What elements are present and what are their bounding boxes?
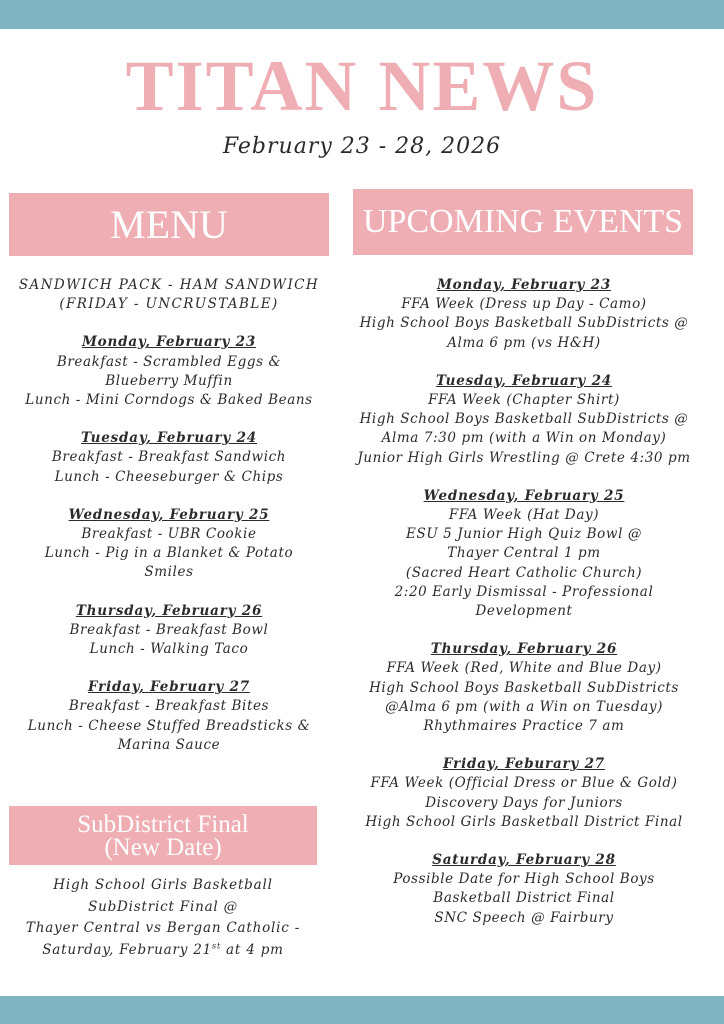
menu-line: Lunch - Walking Taco <box>89 641 249 658</box>
event-line: ESU 5 Junior High Quiz Bowl @ <box>406 526 642 543</box>
menu-line: Smiles <box>144 564 194 581</box>
menu-line: Breakfast - Breakfast Sandwich <box>51 449 287 466</box>
top-color-band <box>0 0 724 29</box>
event-line: FFA Week (Red, White and Blue Day) <box>386 660 662 677</box>
event-line: FFA Week (Hat Day) <box>448 507 600 524</box>
menu-line: Lunch - Mini Corndogs & Baked Beans <box>25 392 313 409</box>
subdistrict-date: Saturday, February 21 <box>42 941 213 958</box>
event-line: (Sacred Heart Catholic Church) <box>405 564 643 581</box>
menu-day <box>0 506 338 583</box>
event-line: Possible Date for High School Boys <box>393 871 655 888</box>
event-day <box>350 487 698 621</box>
event-line: High School Boys Basketball SubDistricts @ <box>359 315 689 332</box>
subdistrict-line: Thayer Central vs Bergan Catholic - <box>25 920 301 936</box>
event-day-heading: Thursday, February 26 <box>430 641 618 658</box>
event-day-heading: Tuesday, February 24 <box>436 372 612 389</box>
subdistrict-line: High School Girls Basketball <box>53 877 273 893</box>
menu-day-heading: Friday, February 27 <box>88 679 250 696</box>
event-line: Discovery Days for Juniors <box>425 794 623 811</box>
menu-column <box>0 276 338 774</box>
event-line: FFA Week (Dress up Day - Camo) <box>401 296 647 313</box>
event-line: SNC Speech @ Fairbury <box>434 909 614 926</box>
event-day-heading: Friday, Feburary 27 <box>443 756 605 773</box>
menu-line: Breakfast - Scrambled Eggs & <box>56 353 282 370</box>
event-line: 2:20 Early Dismissal - Professional <box>394 583 654 600</box>
subdistrict-heading-line: (New Date) <box>104 833 222 861</box>
subdistrict-details <box>0 875 326 961</box>
event-line: FFA Week (Chapter Shirt) <box>428 392 620 409</box>
event-line: Thayer Central 1 pm <box>447 545 601 562</box>
event-day <box>350 851 698 928</box>
menu-line: Lunch - Pig in a Blanket & Potato <box>44 545 294 562</box>
menu-day-heading: Monday, February 23 <box>81 334 257 351</box>
subdistrict-time: at 4 pm <box>220 941 284 958</box>
event-day-heading: Monday, February 23 <box>436 277 612 293</box>
menu-day <box>0 678 338 755</box>
event-line: High School Boys Basketball SubDistricts @ <box>359 411 689 428</box>
event-day-heading: Wednesday, February 25 <box>423 487 625 504</box>
menu-line: Lunch - Cheeseburger & Chips <box>54 468 284 485</box>
event-line: Basketball District Final <box>433 890 615 907</box>
event-day-heading: Saturday, February 28 <box>432 852 616 869</box>
event-line: Rhythmaires Practice 7 am <box>423 718 625 735</box>
menu-day <box>0 333 338 410</box>
menu-day-heading: Wednesday, February 25 <box>68 506 270 523</box>
event-line: Development <box>475 603 573 620</box>
events-column <box>350 276 698 947</box>
events-heading: UPCOMING EVENTS <box>353 189 693 255</box>
event-line: Alma 7:30 pm (with a Win on Monday) <box>381 430 667 447</box>
menu-line: Breakfast - Breakfast Bites <box>68 698 270 715</box>
event-day <box>350 640 698 736</box>
menu-line: Marina Sauce <box>117 736 221 753</box>
menu-line: Lunch - Cheese Stuffed Breadsticks & <box>27 717 311 734</box>
menu-day <box>0 602 338 660</box>
menu-line: Breakfast - UBR Cookie <box>81 526 257 543</box>
event-day <box>350 755 698 832</box>
subdistrict-line <box>0 940 326 962</box>
menu-day-heading: Thursday, February 26 <box>75 602 263 619</box>
subdistrict-heading-line: SubDistrict Final <box>77 810 249 838</box>
event-line: High School Boys Basketball SubDistricts <box>369 679 679 696</box>
event-day <box>350 276 698 353</box>
newsletter-title: TITAN NEWS <box>125 46 599 126</box>
menu-line: Blueberry Muffin <box>105 372 233 389</box>
event-line: High School Girls Basketball District Final <box>365 813 683 830</box>
ordinal-suffix: st <box>212 941 221 950</box>
event-line: @Alma 6 pm (with a Win on Tuesday) <box>385 698 663 715</box>
menu-day <box>0 429 338 487</box>
bottom-color-band <box>0 996 724 1024</box>
sandwich-pack <box>0 276 338 314</box>
menu-heading: MENU <box>9 193 329 256</box>
event-line: Alma 6 pm (vs H&H) <box>447 334 601 351</box>
subdistrict-line: SubDistrict Final @ <box>88 898 238 915</box>
sandwich-pack-line: SANDWICH PACK - HAM SANDWICH <box>18 277 320 293</box>
subdistrict-heading <box>9 806 317 865</box>
newsletter-date: February 23 - 28, 2026 <box>222 134 502 159</box>
event-line: FFA Week (Official Dress or Blue & Gold) <box>370 775 678 792</box>
menu-line: Breakfast - Breakfast Bowl <box>69 621 269 638</box>
menu-day-heading: Tuesday, February 24 <box>81 430 257 447</box>
sandwich-pack-line: (FRIDAY - UNCRUSTABLE) <box>59 296 279 313</box>
event-day <box>350 372 698 468</box>
event-line: Junior High Girls Wrestling @ Crete 4:30 pm <box>357 449 691 466</box>
